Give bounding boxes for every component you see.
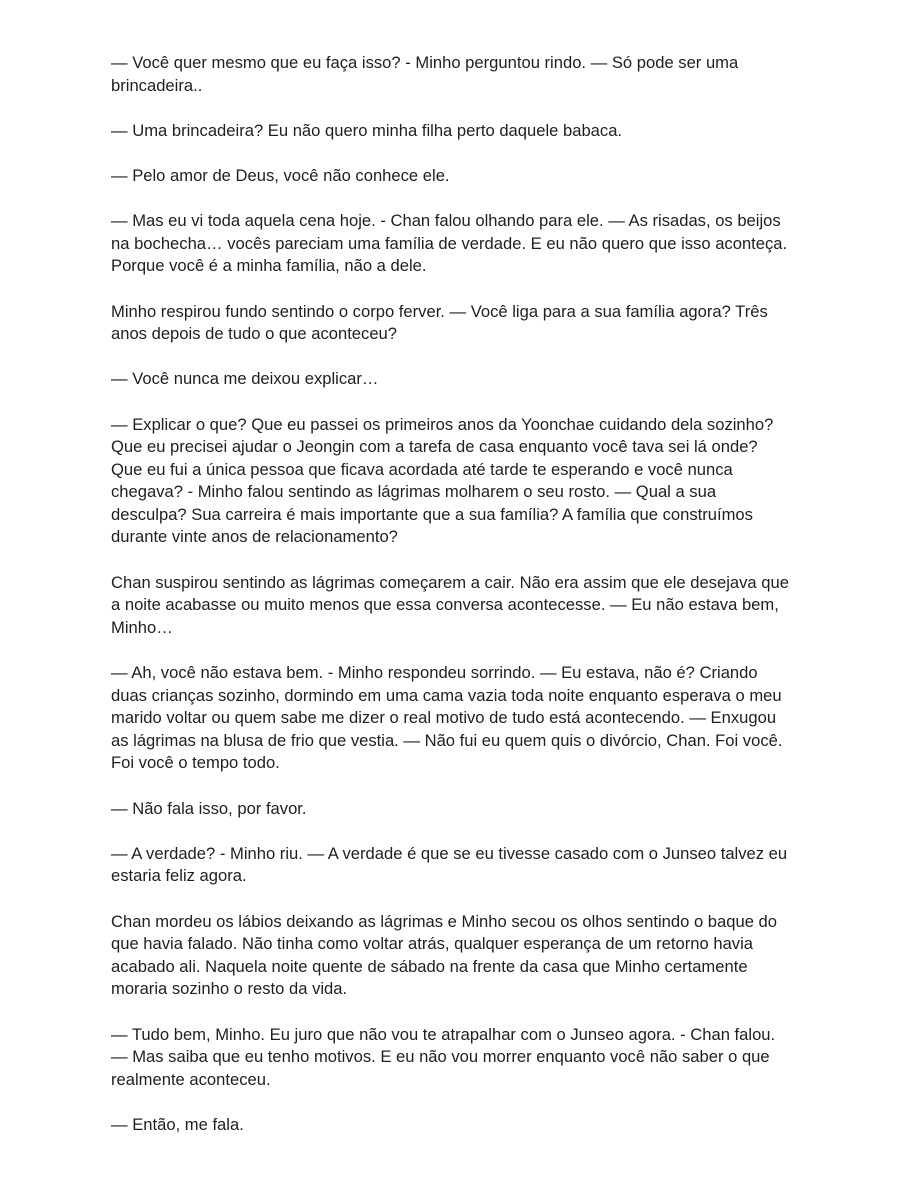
paragraph: Chan suspirou sentindo as lágrimas começarem a cair. Não era assim que ele desejava que a noite acabasse ou muito menos que essa conversa acontecesse. — Eu não estava bem, Minho… [111,572,789,637]
paragraph: Chan mordeu os lábios deixando as lágrimas e Minho secou os olhos sentindo o baque do que havia falado. Não tinha como voltar atrás, qualquer esperança de um retorno havia acabado ali. Naquela noite quente de sábado na frente da casa que Minho certamente moraria sozinho o resto da vida. [111,911,778,999]
paragraph: — Não fala isso, por favor. [111,798,307,818]
paragraph: — Ah, você não estava bem. - Minho respondeu sorrindo. — Eu estava, não é? Criando duas crianças sozinho, dormindo em uma cama vazia toda noite enquanto esperava o meu marido voltar ou quem sabe me dizer o real motivo de tudo está acontecendo. — Enxugou as lágrimas na blusa de frio que vestia. — Não fui eu quem quis o divórcio, Chan. Foi você. Foi você o tempo todo. [111,663,783,773]
paragraph: Minho respirou fundo sentindo o corpo ferver. — Você liga para a sua família agora? Três anos depois de tudo o que aconteceu? [111,301,768,344]
paragraph: — A verdade? - Minho riu. — A verdade é que se eu tivesse casado com o Junseo talvez eu estaria feliz agora. [111,843,788,886]
paragraph: — Pelo amor de Deus, você não conhece ele. [111,165,450,185]
paragraph: — Tudo bem, Minho. Eu juro que não vou te atrapalhar com o Junseo agora. - Chan falou. — Mas saiba que eu tenho motivos. E eu não vou morrer enquanto você não saber o que realmente aconteceu. [111,1024,776,1089]
paragraph: — Então, me fala. [111,1114,244,1134]
paragraph: — Uma brincadeira? Eu não quero minha filha perto daquele babaca. [111,120,623,140]
paragraph: — Você nunca me deixou explicar… [111,369,379,389]
paragraph: — Mas eu vi toda aquela cena hoje. - Chan falou olhando para ele. — As risadas, os beijos na bochecha… vocês pareciam uma família de verdade. E eu não quero que isso aconteça. Porque você é a minha família, não a dele. [111,211,788,276]
paragraph: — Você quer mesmo que eu faça isso? - Minho perguntou rindo. — Só pode ser uma brincadeira.. [111,53,739,95]
paragraph: — Explicar o que? Que eu passei os primeiros anos da Yoonchae cuidando dela sozinho? Que eu precisei ajudar o Jeongin com a tarefa de casa enquanto você tava sei lá onde? Que eu fui a única pessoa que ficava acordada até tarde te esperando e você nunca chegava? - Minho falou sentindo as lágrimas molharem o seu rosto. — Qual a sua desculpa? Sua carreira é mais importante que a sua família? A família que construímos durante vinte anos de relacionamento? [111,414,774,547]
document-body [111,52,811,1159]
